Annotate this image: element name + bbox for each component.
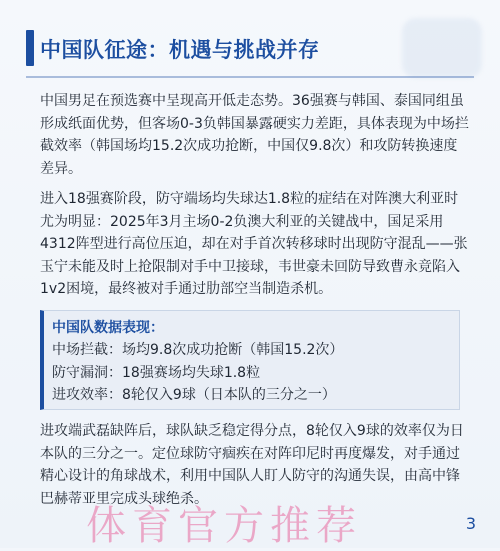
watermark-text: 体育官方推荐 — [86, 503, 362, 549]
stats-row-attack: 进攻效率：8轮仅入9球（日本队的三分之一） — [52, 387, 336, 403]
title-divider — [26, 76, 474, 78]
paragraph-18-stage: 进入18强赛阶段，防守端场均失球达1.8粒的症结在对阵澳大利亚时尤为明显：2025年3月主场0-2负澳大利亚的关键战中，国足采用4312阵型进行高位压迫，却在对手首次转移球时出现防守混乱——张玉宁未能及时上抢限制对手中卫接球，韦世豪未回防导致曹永竞陷入1v2困境，最终被对手通过肋部空当制造杀机。 — [40, 191, 468, 297]
paragraph-attack: 进攻端武磊缺阵后，球队缺乏稳定得分点，8轮仅入9球的效率仅为日本队的三分之一。定位球防守痼疾在对阵印尼时再度爆发，对手通过精心设计的角球战术，利用中国队人盯人防守的沟通失误，由高中锋巴赫蒂亚里完成头球绝杀。 — [40, 423, 464, 507]
stats-row-defense: 防守漏洞：18强赛场均失球1.8粒 — [52, 364, 261, 381]
title-accent-bar — [26, 30, 34, 66]
paragraph-intro: 中国男足在预选赛中呈现高开低走态势。36强赛与韩国、泰国同组虽形成纸面优势，但客场0-3负韩国暴露硬实力差距，具体表现为中场拦截效率（韩国场均15.2次成功抢断，中国仅9.8次）和攻防转换速度差异。 — [40, 93, 469, 177]
corner-decoration — [402, 18, 482, 78]
stats-callout-box — [40, 310, 460, 410]
page-title: 中国队征途：机遇与挑战并存 — [40, 38, 320, 62]
stats-row-midfield: 中场拦截：场均9.8次成功抢断（韩国15.2次） — [52, 342, 344, 358]
page-number: 3 — [465, 514, 476, 533]
stats-callout-title: 中国队数据表现： — [52, 320, 164, 336]
